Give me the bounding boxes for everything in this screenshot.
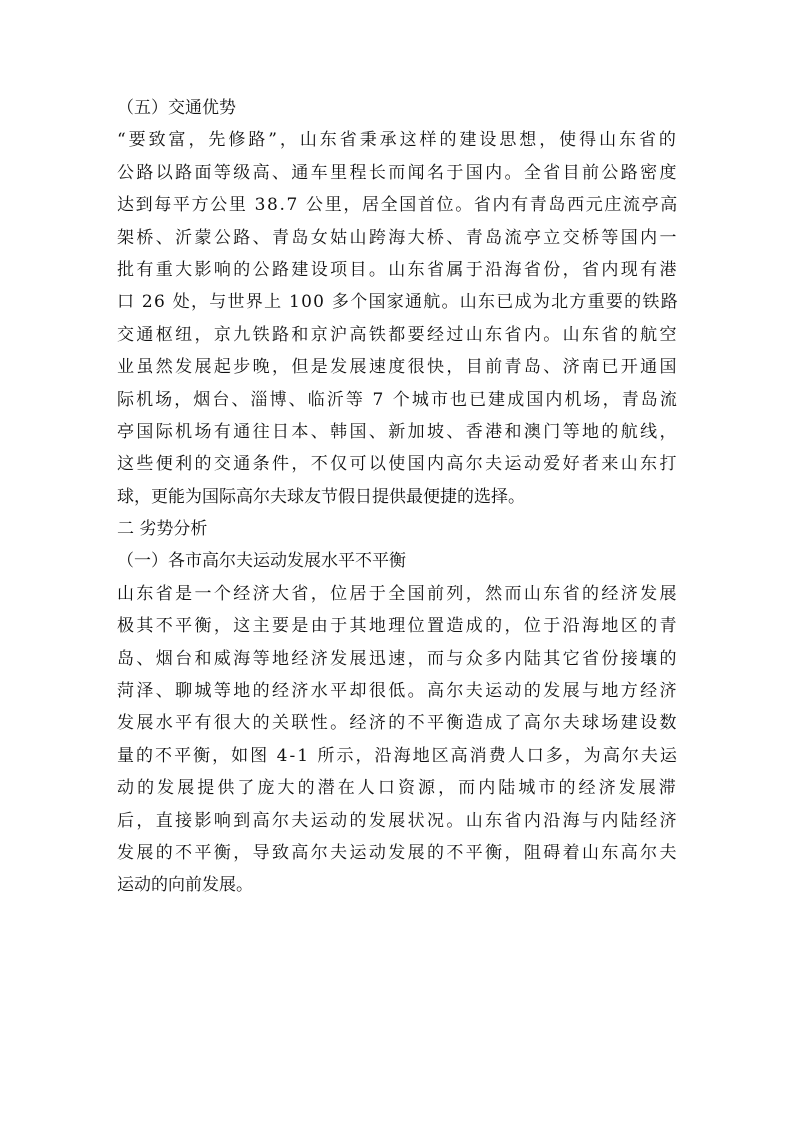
paragraph-line <box>117 124 679 156</box>
paragraph-line <box>117 740 679 772</box>
paragraph-line <box>117 222 679 254</box>
paragraph-line <box>117 578 679 610</box>
line-text: 极其不平衡，这主要是由于其地理位置造成的，位于沿海地区的青 <box>117 616 679 637</box>
paragraph-line <box>117 254 679 286</box>
line-text: 菏泽、聊城等地的经济水平却很低。高尔夫运动的发展与地方经济 <box>117 681 679 702</box>
line-text: 口 26 处，与世界上 100 多个国家通航。山东已成为北方重要的铁路 <box>117 292 679 313</box>
paragraph-line <box>117 837 679 869</box>
line-text: 架桥、沂蒙公路、青岛女姑山跨海大桥、青岛流亭立交桥等国内一 <box>117 227 679 248</box>
line-text: 交通枢纽，京九铁路和京沪高铁都要经过山东省内。山东省的航空 <box>117 324 679 345</box>
line-text: 发展的不平衡，导致高尔夫运动发展的不平衡，阻碍着山东高尔夫 <box>117 842 679 863</box>
document-body <box>117 92 679 902</box>
section-heading-transport-advantage: （五）交通优势 <box>117 98 236 118</box>
line-text: 山东省是一个经济大省，位居于全国前列，然而山东省的经济发展 <box>117 583 679 604</box>
paragraph-line <box>117 157 679 189</box>
line-text: 际机场，烟台、淄博、临沂等 7 个城市也已建成国内机场，青岛流 <box>117 389 679 410</box>
line-text: 后，直接影响到高尔夫运动的发展状况。山东省内沿海与内陆经济 <box>117 810 679 831</box>
line-text: 发展水平有很大的关联性。经济的不平衡造成了高尔夫球场建设数 <box>117 713 679 734</box>
line-text: 亭国际机场有通往日本、韩国、新加坡、香港和澳门等地的航线， <box>117 421 679 442</box>
section-heading-uneven-development: （一）各市高尔夫运动发展水平不平衡 <box>117 551 406 572</box>
paragraph-last-line: 球，更能为国际高尔夫球友节假日提供最便捷的选择。 <box>117 486 525 507</box>
paragraph-line <box>117 319 679 351</box>
paragraph-line <box>117 610 679 642</box>
paragraph-line <box>117 707 679 739</box>
paragraph-last-line: 运动的向前发展。 <box>117 875 253 896</box>
line-text: 量的不平衡，如图 4-1 所示，沿海地区高消费人口多，为高尔夫运 <box>117 745 679 766</box>
line-text: 岛、烟台和威海等地经济发展迅速，而与众多内陆其它省份接壤的 <box>117 648 679 669</box>
paragraph-line <box>117 351 679 383</box>
paragraph-line <box>117 772 679 804</box>
line-text: 业虽然发展起步晚，但是发展速度很快，目前青岛、济南已开通国 <box>117 357 679 378</box>
paragraph-line <box>117 286 679 318</box>
line-text: 批有重大影响的公路建设项目。山东省属于沿海省份，省内现有港 <box>117 259 679 280</box>
line-text: “要致富，先修路”，山东省秉承这样的建设思想，使得山东省的 <box>117 130 679 151</box>
paragraph-line <box>117 416 679 448</box>
line-text: 公路以路面等级高、通车里程长而闻名于国内。全省目前公路密度 <box>117 162 679 183</box>
line-text: 这些便利的交通条件，不仅可以使国内高尔夫运动爱好者来山东打 <box>117 454 679 475</box>
chapter-heading-disadvantage-analysis: 二 劣势分析 <box>117 519 208 540</box>
paragraph-line <box>117 643 679 675</box>
paragraph-line <box>117 384 679 416</box>
paragraph-line <box>117 805 679 837</box>
paragraph-line <box>117 189 679 221</box>
paragraph-line <box>117 448 679 480</box>
line-text: 达到每平方公里 38.7 公里，居全国首位。省内有青岛西元庄流亭高 <box>117 195 679 216</box>
line-text: 动的发展提供了庞大的潜在人口资源，而内陆城市的经济发展滞 <box>117 778 679 799</box>
paragraph-line <box>117 675 679 707</box>
